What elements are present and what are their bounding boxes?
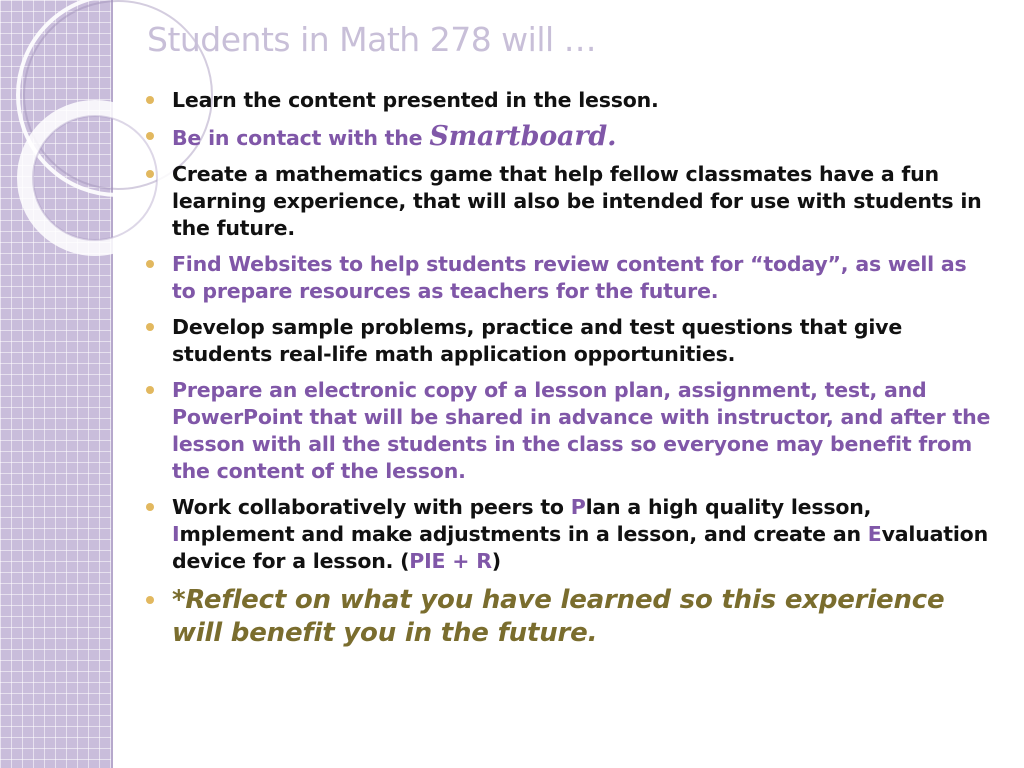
bullet-dot-icon	[146, 132, 154, 140]
bullet-list	[146, 87, 996, 659]
pie-letter-e: E	[867, 522, 882, 546]
bullet-dot-icon	[146, 596, 154, 604]
list-item	[146, 123, 996, 152]
list-item	[146, 251, 996, 305]
list-item	[146, 314, 996, 368]
list-item	[146, 584, 996, 650]
bullet-text-part: mplement and make adjustments in a lesson, and create an	[179, 522, 868, 546]
bullet-text-part: valuation device for a lesson. (	[172, 522, 988, 573]
pie-letter-p: P	[570, 495, 586, 519]
list-item	[146, 87, 996, 114]
list-item	[146, 377, 996, 485]
bullet-text: Be in contact with the	[172, 126, 430, 150]
bullet-punctuation: .	[607, 121, 617, 152]
bullet-dot-icon	[146, 323, 154, 331]
bullet-text: Prepare an electronic copy of a lesson plan, assignment, test, and PowerPoint that will be shared in advance with instructor, and after the lesson with all the students in the class so everyone may benefit from the content of the lesson.	[172, 378, 991, 483]
smartboard-emphasis: Smartboard	[429, 121, 608, 152]
bullet-dot-icon	[146, 170, 154, 178]
bullet-dot-icon	[146, 386, 154, 394]
bullet-text: Create a mathematics game that help fellow classmates have a fun learning experience, that will also be intended for use with students in the future.	[172, 162, 982, 240]
list-item	[146, 494, 996, 575]
bullet-dot-icon	[146, 260, 154, 268]
bullet-text-part: )	[491, 549, 501, 573]
bullet-text-part: Work collaboratively with peers to	[172, 495, 571, 519]
pie-acronym: PIE + R	[409, 549, 492, 573]
list-item	[146, 161, 996, 242]
bullet-text: Develop sample problems, practice and test questions that give students real-life math application opportunities.	[172, 315, 903, 366]
bullet-text: Find Websites to help students review content for “today”, as well as to prepare resources as teachers for the future.	[172, 252, 967, 303]
bullet-dot-icon	[146, 503, 154, 511]
bullet-text: Learn the content presented in the lesson.	[172, 88, 659, 112]
bullet-dot-icon	[146, 96, 154, 104]
pie-letter-i: I	[172, 522, 180, 546]
bullet-text: *Reflect on what you have learned so this experience will benefit you in the future.	[172, 585, 945, 648]
slide-title: Students in Math 278 will …	[147, 20, 597, 59]
bullet-text-part: lan a high quality lesson,	[585, 495, 872, 519]
